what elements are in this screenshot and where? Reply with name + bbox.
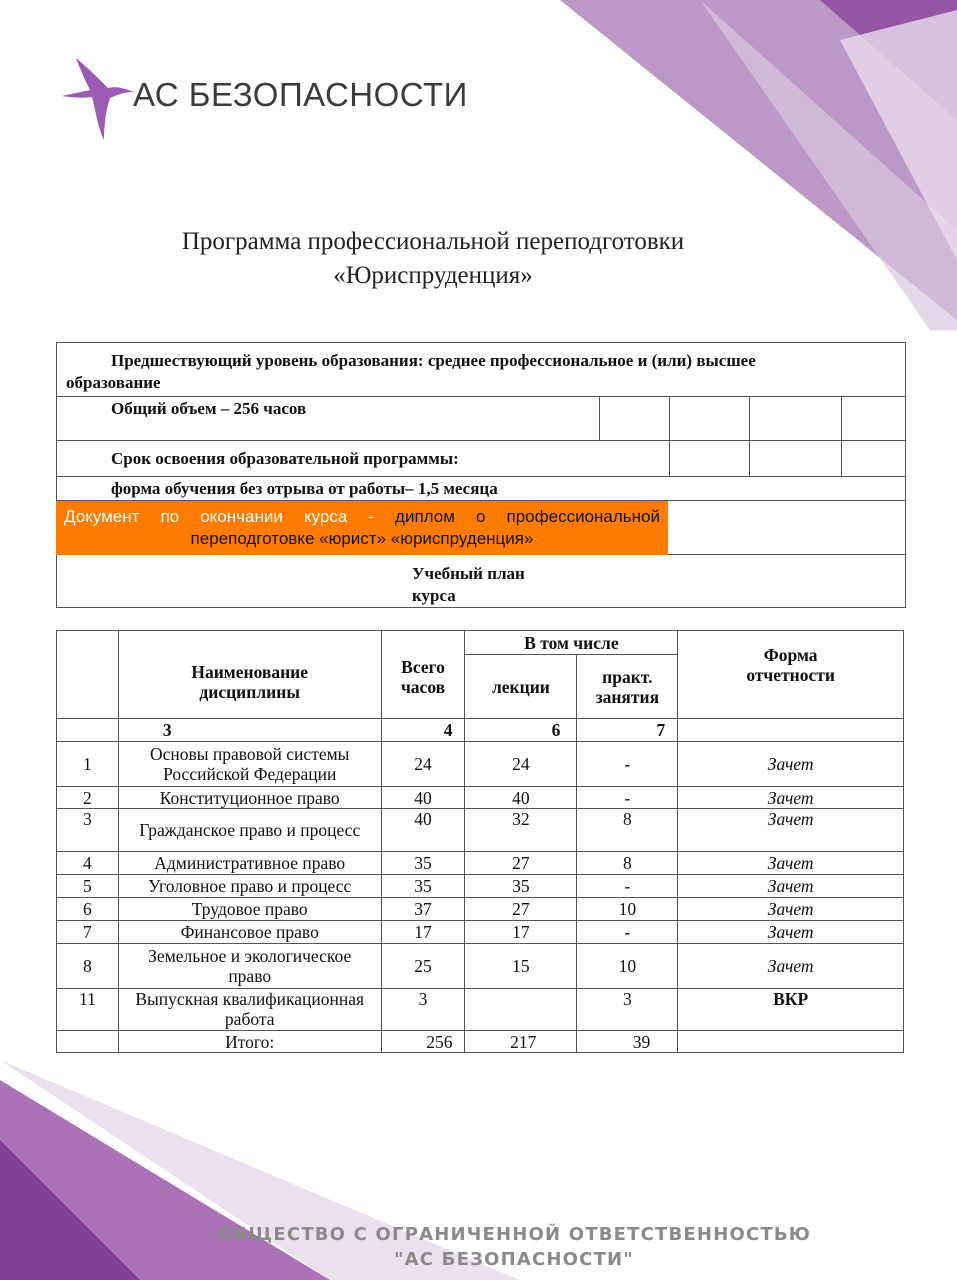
totals-practice: 39 [577,1031,678,1053]
table-row [57,898,904,921]
lecture-hours: 17 [465,921,577,944]
header-including: В том числе [465,631,678,655]
lecture-hours: 35 [465,875,577,898]
report-form: Зачет [678,787,904,809]
discipline-name: Уголовное право и процесс [118,875,381,898]
discipline-name: Гражданское право и процесс [118,809,381,852]
prior-education-cell [57,343,906,397]
discipline-name: Финансовое право [118,921,381,944]
report-form: Зачет [678,921,904,944]
discipline-name: Земельное и экологическое право [118,944,381,989]
practice-hours: - [577,742,678,787]
discipline-name: Конституционное право [118,787,381,809]
total-hours: 40 [381,809,465,852]
empty-cell [749,397,841,441]
report-form: Зачет [678,944,904,989]
column-number: 4 [381,719,465,742]
totals-empty [57,1031,119,1053]
table-row [57,809,904,852]
column-number: 7 [577,719,678,742]
table-row [57,787,904,809]
program-info-table [56,342,906,608]
column-number-row [57,719,904,742]
practice-hours: 3 [577,989,678,1031]
header-name-text: Наименование дисциплины [191,661,309,702]
column-number-empty [678,719,904,742]
row-number: 8 [57,944,119,989]
total-volume-text: Общий объем – 256 часов [111,399,307,418]
empty-cell [749,441,841,477]
lecture-hours: 40 [465,787,577,809]
discipline-name: Выпускная квалификационная работа [118,989,381,1031]
total-volume-cell [57,397,600,441]
discipline-name: Основы правовой системы Российской Федерации [118,742,381,787]
header-report [678,631,904,719]
header-empty [57,631,119,719]
bird-logo-icon [60,52,140,144]
empty-cell [669,397,749,441]
header-total-text: Всего часов [400,657,446,697]
lecture-hours: 15 [465,944,577,989]
table-row [57,875,904,898]
plan-title-cell [57,555,906,608]
row-number: 2 [57,787,119,809]
lecture-hours: 27 [465,852,577,875]
document-line1 [64,506,660,528]
total-hours: 37 [381,898,465,921]
empty-cell [841,441,905,477]
row-number: 7 [57,921,119,944]
table-row [57,852,904,875]
table-row [57,742,904,787]
total-hours: 40 [381,787,465,809]
report-form: Зачет [678,742,904,787]
document-line2: переподготовке «юрист» «юриспруденция» [190,529,534,548]
practice-hours: 8 [577,852,678,875]
study-form-cell [57,477,906,501]
column-number-empty [57,719,119,742]
discipline-name: Административное право [118,852,381,875]
total-hours: 17 [381,921,465,944]
header-total [381,631,465,719]
total-hours: 35 [381,875,465,898]
totals-label: Итого: [118,1031,381,1053]
total-hours: 3 [381,989,465,1031]
row-number: 4 [57,852,119,875]
practice-hours: - [577,787,678,809]
empty-cell [599,397,669,441]
row-number: 6 [57,898,119,921]
table-row [57,944,904,989]
lecture-hours: 27 [465,898,577,921]
document-lead: Документ по окончании курса - [64,507,396,526]
totals-total: 256 [381,1031,465,1053]
page-title-line2: «Юриспруденция» [333,262,533,289]
document-rest: диплом о профессиональной [395,507,660,526]
duration-text: Срок освоения образовательной программы: [111,448,459,468]
totals-row [57,1031,904,1053]
plan-title-text: Учебный план [412,564,525,583]
total-hours: 24 [381,742,465,787]
practice-hours: - [577,875,678,898]
practice-hours: 8 [577,809,678,852]
column-number: 3 [118,719,381,742]
page-title-line1: Программа профессиональной переподготовки [181,228,685,255]
prior-education-text-2: образование [66,373,161,392]
document-highlight [56,501,668,555]
footer-company-line2: "АС БЕЗОПАСНОСТИ" [394,1249,634,1270]
lecture-hours: 24 [465,742,577,787]
lecture-hours: 32 [465,809,577,852]
plan-title-text-2: курса [412,586,456,605]
totals-lectures: 217 [465,1031,577,1053]
lecture-hours [465,989,577,1031]
discipline-name: Трудовое право [118,898,381,921]
row-number: 11 [57,989,119,1031]
header-practice-text: практ. занятия [595,666,660,707]
report-form: ВКР [678,989,904,1031]
report-form: Зачет [678,898,904,921]
header-name [118,631,381,719]
report-form: Зачет [678,875,904,898]
empty-cell [841,397,905,441]
total-hours: 25 [381,944,465,989]
practice-hours: - [577,921,678,944]
header-report-text: Форма отчетности [746,645,835,685]
column-number: 6 [465,719,577,742]
table-row [57,989,904,1031]
curriculum-table [56,630,904,1053]
report-form: Зачет [678,809,904,852]
table-row [57,921,904,944]
row-number: 3 [57,809,119,852]
row-number: 1 [57,742,119,787]
company-logo-text: АС БЕЗОПАСНОСТИ [133,76,468,113]
footer-company-line1: ОБЩЕСТВО С ОГРАНИЧЕННОЙ ОТВЕТСТВЕННОСТЬЮ [216,1224,812,1245]
totals-empty [678,1031,904,1053]
practice-hours: 10 [577,898,678,921]
empty-cell [669,441,749,477]
header-practice [577,655,678,719]
total-hours: 35 [381,852,465,875]
duration-cell [57,441,670,477]
practice-hours: 10 [577,944,678,989]
report-form: Зачет [678,852,904,875]
prior-education-text: Предшествующий уровень образования: среднее профессиональное и (или) высшее [111,351,756,370]
study-form-text: форма обучения без отрыва от работы– 1,5 месяца [111,478,498,498]
row-number: 5 [57,875,119,898]
header-lectures: лекции [465,655,577,719]
